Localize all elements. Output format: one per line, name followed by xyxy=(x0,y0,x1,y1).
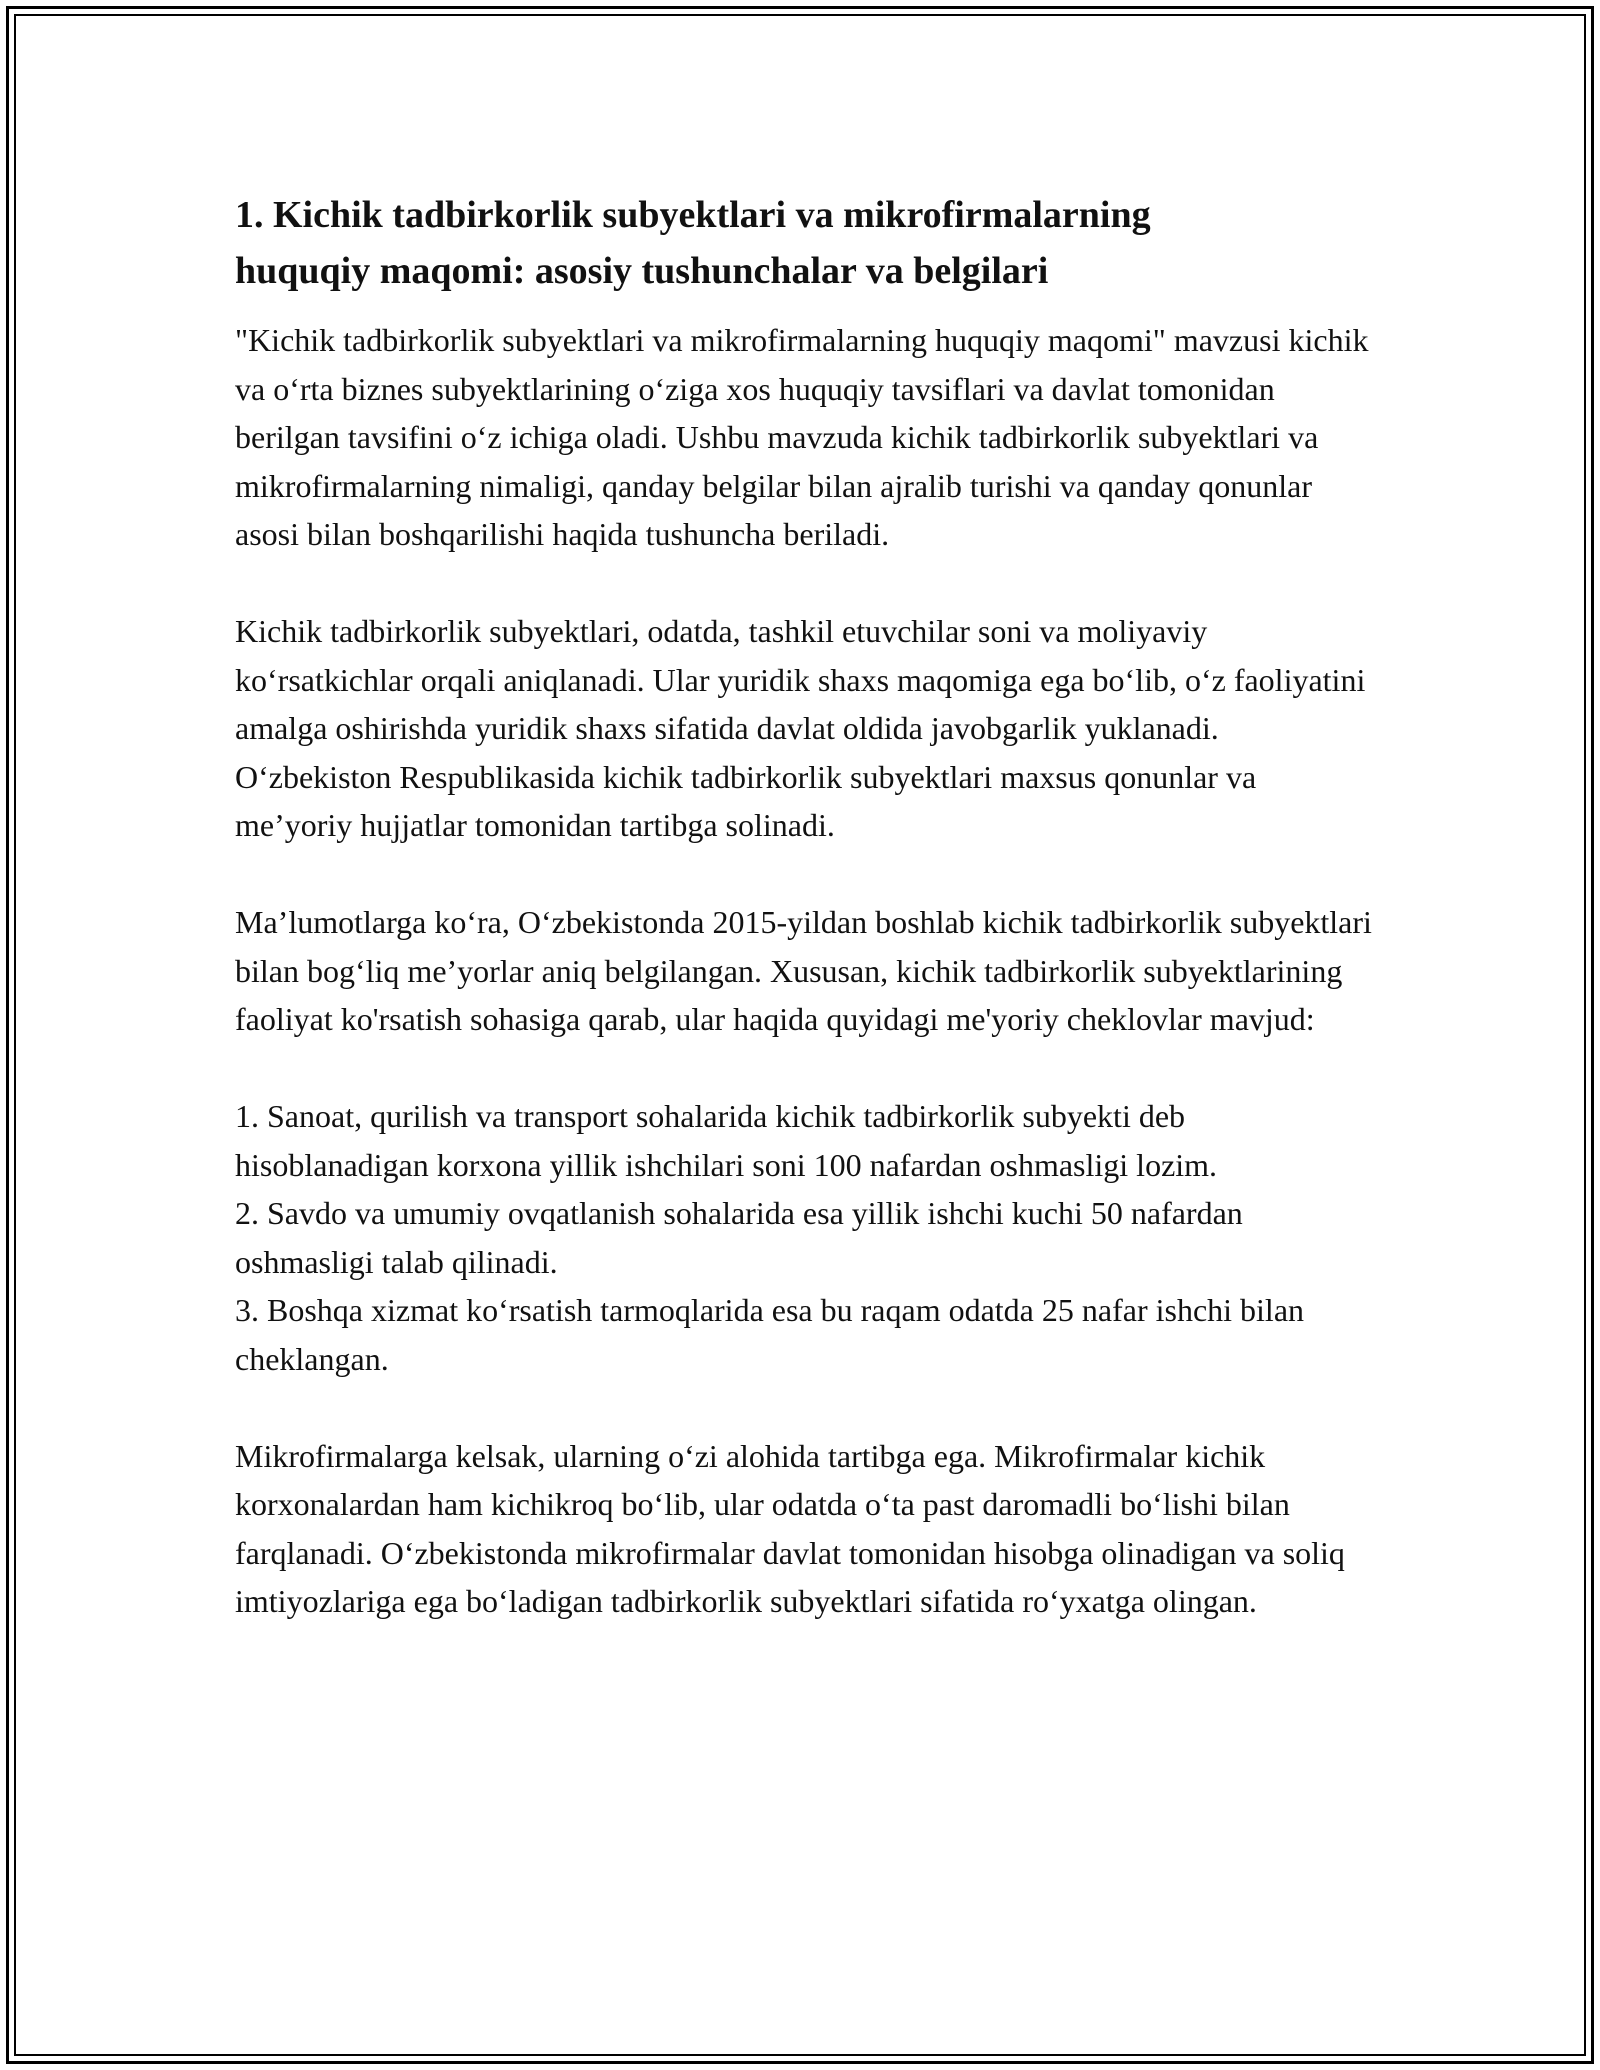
document-body xyxy=(235,187,1375,1626)
title-line-1: 1. Kichik tadbirkorlik subyektlari va mikrofirmalarning xyxy=(235,194,1151,236)
paragraph-small-business: Kichik tadbirkorlik subyektlari, odatda, tashkil etuvchilar soni va moliyaviy ko‘rsatkichlar orqali aniqlanadi. Ular yuridik shaxs maqomiga ega bo‘lib, o‘z faoliyatini amalga oshirishda yuridik shaxs sifatida davlat oldida javobgarlik yuklanadi. O‘zbekiston Respublikasida kichik tadbirkorlik subyektlari maxsus qonunlar va me’yoriy hujjatlar tomonidan tartibga solinadi. xyxy=(235,613,1366,843)
title-line-2: huquqiy maqomi: asosiy tushunchalar va belgilari xyxy=(235,250,1049,292)
limits-list xyxy=(235,1092,1375,1383)
list-item: 3. Boshqa xizmat ko‘rsatish tarmoqlarida esa bu raqam odatda 25 nafar ishchi bilan cheklangan. xyxy=(235,1292,1305,1377)
list-item: 1. Sanoat, qurilish va transport sohalarida kichik tadbirkorlik subyekti deb hisoblanadigan korxona yillik ishchilari soni 100 nafardan oshmasligi lozim. xyxy=(235,1098,1218,1183)
paragraph-microfirms: Mikrofirmalarga kelsak, ularning o‘zi alohida tartibga ega. Mikrofirmalar kichik korxonalardan ham kichikroq bo‘lib, ular odatda o‘ta past daromadli bo‘lishi bilan farqlanadi. O‘zbekistonda mikrofirmalar davlat tomonidan hisobga olinadigan va soliq imtiyozlariga ega bo‘ladigan tadbirkorlik subyektlari sifatida ro‘yxatga olingan. xyxy=(235,1437,1345,1619)
document-title xyxy=(235,187,1375,299)
paragraph-regulations: Ma’lumotlarga ko‘ra, O‘zbekistonda 2015-yildan boshlab kichik tadbirkorlik subyektlari bilan bog‘liq me’yorlar aniq belgilangan. Xususan, kichik tadbirkorlik subyektlarining faoliyat ko'rsatish sohasiga qarab, ular haqida quyidagi me'yoriy cheklovlar mavjud: xyxy=(235,904,1372,1037)
list-item: 2. Savdo va umumiy ovqatlanish sohalarida esa yillik ishchi kuchi 50 nafardan oshmasligi talab qilinadi. xyxy=(235,1195,1243,1280)
paragraph-intro: "Kichik tadbirkorlik subyektlari va mikrofirmalarning huquqiy maqomi" mavzusi kichik va o‘rta biznes subyektlarining o‘ziga xos huquqiy tavsiflari va davlat tomonidan berilgan tavsifini o‘z ichiga oladi. Ushbu mavzuda kichik tadbirkorlik subyektlari va mikrofirmalarning nimaligi, qanday belgilar bilan ajralib turishi va qanday qonunlar asosi bilan boshqarilishi haqida tushuncha beriladi. xyxy=(235,322,1369,552)
